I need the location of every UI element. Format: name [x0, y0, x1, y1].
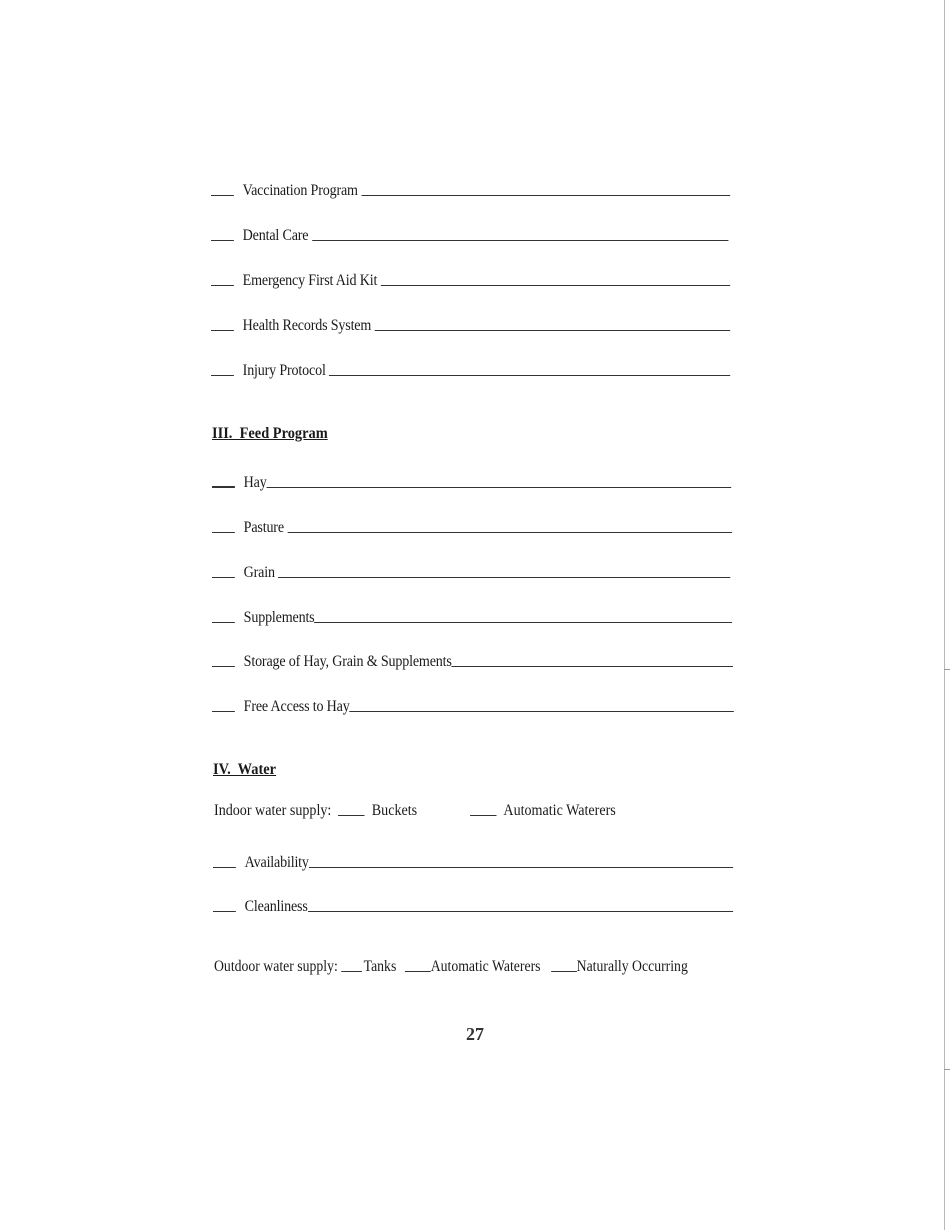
checkbox-blank[interactable] — [341, 971, 362, 972]
fill-in-line[interactable] — [267, 487, 732, 488]
field-label: Pasture — [243, 519, 284, 536]
checkbox-blank[interactable] — [212, 532, 235, 533]
checkbox-blank[interactable] — [212, 622, 235, 623]
form-row-first-aid — [211, 266, 730, 290]
checkbox-blank[interactable] — [470, 815, 496, 816]
scan-edge-line — [944, 0, 945, 1230]
fill-in-line[interactable] — [381, 285, 730, 286]
field-label: Health Records System — [242, 317, 372, 334]
checkbox-blank[interactable] — [211, 285, 234, 286]
form-row-storage — [212, 647, 733, 671]
field-label: Cleanliness — [244, 898, 308, 915]
field-label: Hay — [243, 474, 267, 491]
checkbox-blank[interactable] — [212, 711, 235, 712]
outdoor-water-supply-row — [214, 958, 688, 976]
indoor-water-supply-row — [214, 802, 616, 820]
option-naturally-occurring: Naturally Occurring — [576, 958, 688, 975]
field-label: Availability — [244, 854, 309, 871]
checkbox-blank[interactable] — [551, 971, 577, 972]
form-row-grain — [212, 558, 730, 582]
form-row-pasture — [212, 513, 732, 537]
option-automatic-waterers: Automatic Waterers — [503, 802, 616, 819]
fill-in-line[interactable] — [452, 666, 733, 667]
form-row-supplements — [212, 603, 732, 627]
form-row-free-access — [212, 692, 734, 716]
field-label: Supplements — [243, 609, 315, 626]
page-number: 27 — [466, 1024, 484, 1044]
checkbox-blank[interactable] — [211, 195, 234, 196]
form-row-injury — [211, 356, 730, 380]
field-label: Free Access to Hay — [243, 698, 350, 715]
form-row-availability — [213, 848, 733, 872]
fill-in-line[interactable] — [309, 867, 733, 868]
scan-edge-tick — [944, 669, 950, 670]
checkbox-blank[interactable] — [213, 911, 236, 912]
checkbox-blank[interactable] — [212, 577, 235, 578]
section-heading-feed: III. Feed Program — [212, 425, 328, 442]
checkbox-blank[interactable] — [211, 375, 234, 376]
field-label: Vaccination Program — [242, 182, 358, 199]
checkbox-blank[interactable] — [213, 867, 236, 868]
checkbox-blank[interactable] — [211, 330, 234, 331]
fill-in-line[interactable] — [361, 195, 730, 196]
option-automatic-waterers-outdoor: Automatic Waterers — [430, 958, 541, 975]
form-row-dental — [211, 221, 728, 245]
checkbox-blank[interactable] — [211, 240, 234, 241]
fill-in-line[interactable] — [278, 577, 730, 578]
fill-in-line[interactable] — [308, 911, 733, 912]
indoor-water-label: Indoor water supply: — [214, 802, 332, 819]
checkbox-blank[interactable] — [405, 971, 431, 972]
form-row-vaccination — [211, 176, 730, 200]
checkbox-blank[interactable] — [212, 666, 235, 667]
fill-in-line[interactable] — [314, 622, 732, 623]
field-label: Storage of Hay, Grain & Supplements — [243, 653, 452, 670]
form-row-hay — [212, 468, 731, 492]
fill-in-line[interactable] — [375, 330, 731, 331]
fill-in-line[interactable] — [312, 240, 729, 241]
checkbox-blank[interactable] — [212, 486, 235, 488]
field-label: Injury Protocol — [242, 362, 326, 379]
option-tanks: Tanks — [363, 958, 397, 975]
form-row-health-records — [211, 311, 730, 335]
section-heading-water: IV. Water — [213, 761, 277, 778]
form-row-cleanliness — [213, 892, 733, 916]
fill-in-line[interactable] — [329, 375, 730, 376]
field-label: Emergency First Aid Kit — [242, 272, 378, 289]
field-label: Grain — [243, 564, 275, 581]
field-label: Dental Care — [242, 227, 309, 244]
fill-in-line[interactable] — [287, 532, 732, 533]
option-buckets: Buckets — [371, 802, 418, 819]
checkbox-blank[interactable] — [338, 815, 364, 816]
fill-in-line[interactable] — [350, 711, 734, 712]
scan-edge-tick — [944, 1069, 950, 1070]
outdoor-water-label: Outdoor water supply: — [214, 958, 338, 975]
